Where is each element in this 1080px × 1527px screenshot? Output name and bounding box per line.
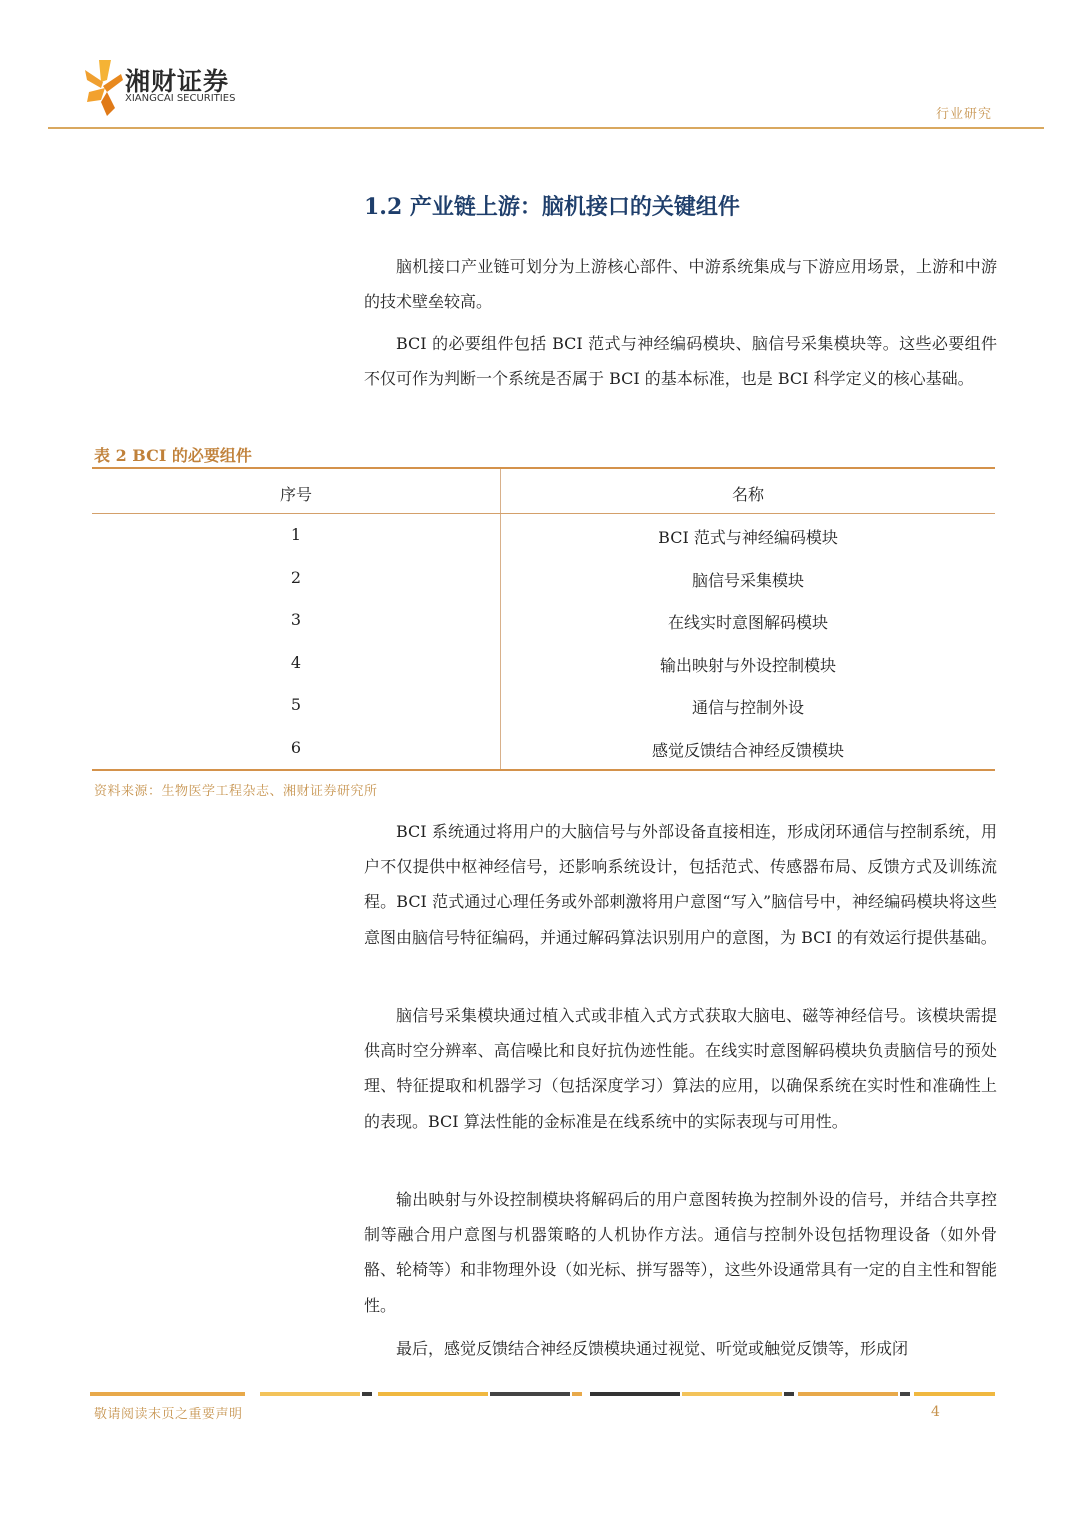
table-caption: 表 2 BCI 的必要组件 xyxy=(94,446,252,465)
paragraph-bci-system: BCI 系统通过将用户的大脑信号与外部设备直接相连，形成闭环通信与控制系统，用户不仅提供中枢神经信号，还影响系统设计，包括范式、传感器布局、反馈方式及训练流程。BCI 范式通过心理任务或外部刺激将用户意图“写入”脑信号中，神经编码模块将这些意图由脑信号特征编码，并通过解码算法识别用户的意图，为 BCI 的有效运行提供基础。 xyxy=(364,822,997,947)
paragraph-intro: 脑机接口产业链可划分为上游核心部件、中游系统集成与下游应用场景，上游和中游的技术壁垒较高。 xyxy=(364,257,997,312)
table-header-rule xyxy=(92,513,995,514)
table-row-4-index: 4 xyxy=(290,653,302,672)
paragraph-output-mapping: 输出映射与外设控制模块将解码后的用户意图转换为控制外设的信号，并结合共享控制等融合用户意图与机器策略的人机协作方法。通信与控制外设包括物理设备（如外骨骼、轮椅等）和非物理外设（如光标、拼写器等），这些外设通常具有一定的自主性和智能性。 xyxy=(364,1190,997,1315)
table-row-6-index: 6 xyxy=(290,738,302,757)
table-bottom-rule xyxy=(92,769,995,771)
table-row-2-name: 脑信号采集模块 xyxy=(691,571,804,590)
table-header-index: 序号 xyxy=(279,485,312,504)
paragraph-signal-acquisition: 脑信号采集模块通过植入式或非植入式方式获取大脑电、磁等神经信号。该模块需提供高时空分辨率、高信噪比和良好抗伪迹性能。在线实时意图解码模块负责脑信号的预处理、特征提取和机器学习（包括深度学习）算法的应用，以确保系统在实时性和准确性上的表现。BCI 算法性能的金标准是在线系统中的实际表现与可用性。 xyxy=(364,1006,997,1131)
table-row-6-name: 感觉反馈结合神经反馈模块 xyxy=(651,741,844,760)
paragraph-components: BCI 的必要组件包括 BCI 范式与神经编码模块、脑信号采集模块等。这些必要组件不仅可作为判断一个系统是否属于 BCI 的基本标准，也是 BCI 科学定义的核心基础。 xyxy=(364,334,997,389)
table-row-1-name: BCI 范式与神经编码模块 xyxy=(658,528,838,547)
page-number: 4 xyxy=(931,1404,940,1420)
table-header-name: 名称 xyxy=(731,485,764,504)
table-row-1-index: 1 xyxy=(290,525,302,544)
table-source: 资料来源：生物医学工程杂志、湘财证券研究所 xyxy=(94,784,378,799)
page-header xyxy=(0,0,1080,130)
footer-disclaimer: 敬请阅读末页之重要声明 xyxy=(94,1407,243,1422)
table-row-2-index: 2 xyxy=(290,568,302,587)
report-category: 行业研究 xyxy=(935,107,992,122)
paragraph-feedback: 最后，感觉反馈结合神经反馈模块通过视觉、听觉或触觉反馈等，形成闭 xyxy=(396,1339,909,1358)
logo-english-name: XIANGCAI SECURITIES xyxy=(125,93,236,104)
table-row-4-name: 输出映射与外设控制模块 xyxy=(659,656,836,675)
footer-decorative-bar xyxy=(90,1392,995,1396)
table-row-5-index: 5 xyxy=(290,695,302,714)
table-row-3-index: 3 xyxy=(290,610,302,629)
section-title: 1.2 产业链上游：脑机接口的关键组件 xyxy=(364,194,740,220)
table-row-5-name: 通信与控制外设 xyxy=(691,698,804,717)
table-row-3-name: 在线实时意图解码模块 xyxy=(667,613,828,632)
logo-chinese-name: 湘财证券 xyxy=(125,67,230,96)
table-top-rule xyxy=(92,467,995,469)
header-divider xyxy=(48,127,1044,129)
